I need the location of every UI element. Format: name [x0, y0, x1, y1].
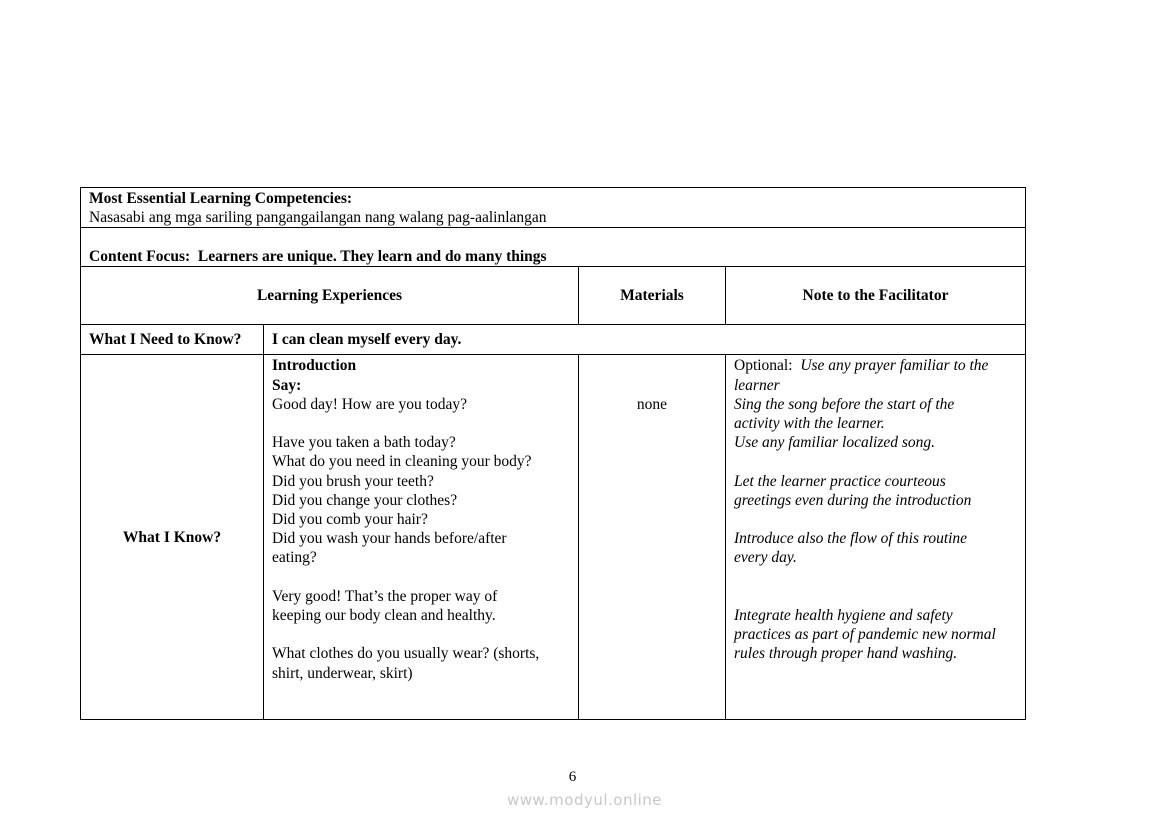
page-number: 6 — [568, 769, 577, 785]
text-line — [272, 625, 570, 644]
optional-label: Optional: — [734, 357, 801, 375]
text-line: Very good! That’s the proper way of — [272, 587, 498, 605]
learning-lines — [272, 395, 570, 683]
intro-heading: Introduction — [272, 357, 357, 375]
header-note: Note to the Facilitator — [726, 267, 1026, 325]
need-to-know-row — [81, 325, 1026, 355]
note-lines — [734, 376, 1017, 664]
text-line: Integrate health hygiene and safety — [734, 606, 953, 624]
text-line: shirt, underwear, skirt) — [272, 664, 413, 682]
materials-cell: none — [579, 355, 726, 720]
note-optional-line — [734, 356, 1017, 375]
content-focus-row — [81, 228, 1026, 267]
say-label: Say: — [272, 376, 302, 394]
learning-experiences-cell — [264, 355, 579, 720]
need-to-know-label: What I Need to Know? — [81, 325, 264, 355]
competencies-text: Nasasabi ang mga sariling pangangailangan nang walang pag-aalinlangan — [89, 209, 547, 227]
text-line — [734, 587, 1017, 606]
text-line — [734, 568, 1017, 587]
what-i-know-label: What I Know? — [81, 355, 264, 720]
content-focus-text: Content Focus: Learners are unique. They learn and do many things — [89, 248, 547, 266]
text-line: every day. — [734, 549, 797, 567]
text-line: Did you comb your hair? — [272, 511, 428, 529]
text-line: Did you brush your teeth? — [272, 472, 434, 490]
text-line: Did you change your clothes? — [272, 491, 458, 509]
text-line — [734, 510, 1017, 529]
text-line: eating? — [272, 549, 317, 567]
text-line: Have you taken a bath today? — [272, 434, 456, 452]
text-line: Let the learner practice courteous — [734, 472, 946, 490]
text-line: rules through proper hand washing. — [734, 645, 958, 663]
header-materials: Materials — [579, 267, 726, 325]
text-line: Good day! How are you today? — [272, 395, 467, 413]
need-to-know-text: I can clean myself every day. — [264, 325, 1026, 355]
text-line: Introduce also the flow of this routine — [734, 530, 968, 548]
text-line: activity with the learner. — [734, 415, 885, 433]
text-line: Did you wash your hands before/after — [272, 530, 507, 548]
text-line — [272, 568, 570, 587]
header-row — [81, 267, 1026, 325]
competencies-heading: Most Essential Learning Competencies: — [89, 190, 353, 207]
text-line: What do you need in cleaning your body? — [272, 453, 532, 471]
text-line: keeping our body clean and healthy. — [272, 607, 496, 625]
text-line: What clothes do you usually wear? (shorts, — [272, 645, 540, 663]
lesson-table — [80, 187, 1026, 720]
text-line: greetings even during the introduction — [734, 491, 972, 509]
competencies-row — [81, 188, 1026, 228]
text-line: practices as part of pandemic new normal — [734, 626, 996, 644]
text-line — [734, 452, 1017, 471]
text-line: Use any familiar localized song. — [734, 434, 936, 452]
note-cell — [726, 355, 1026, 720]
what-i-know-row — [81, 355, 1026, 720]
text-line: Sing the song before the start of the — [734, 395, 955, 413]
optional-text: Use any prayer familiar to the — [800, 357, 989, 375]
text-line: learner — [734, 376, 780, 394]
watermark: www.modyul.online — [506, 791, 663, 809]
text-line — [272, 414, 570, 433]
header-learning-experiences: Learning Experiences — [81, 267, 579, 325]
